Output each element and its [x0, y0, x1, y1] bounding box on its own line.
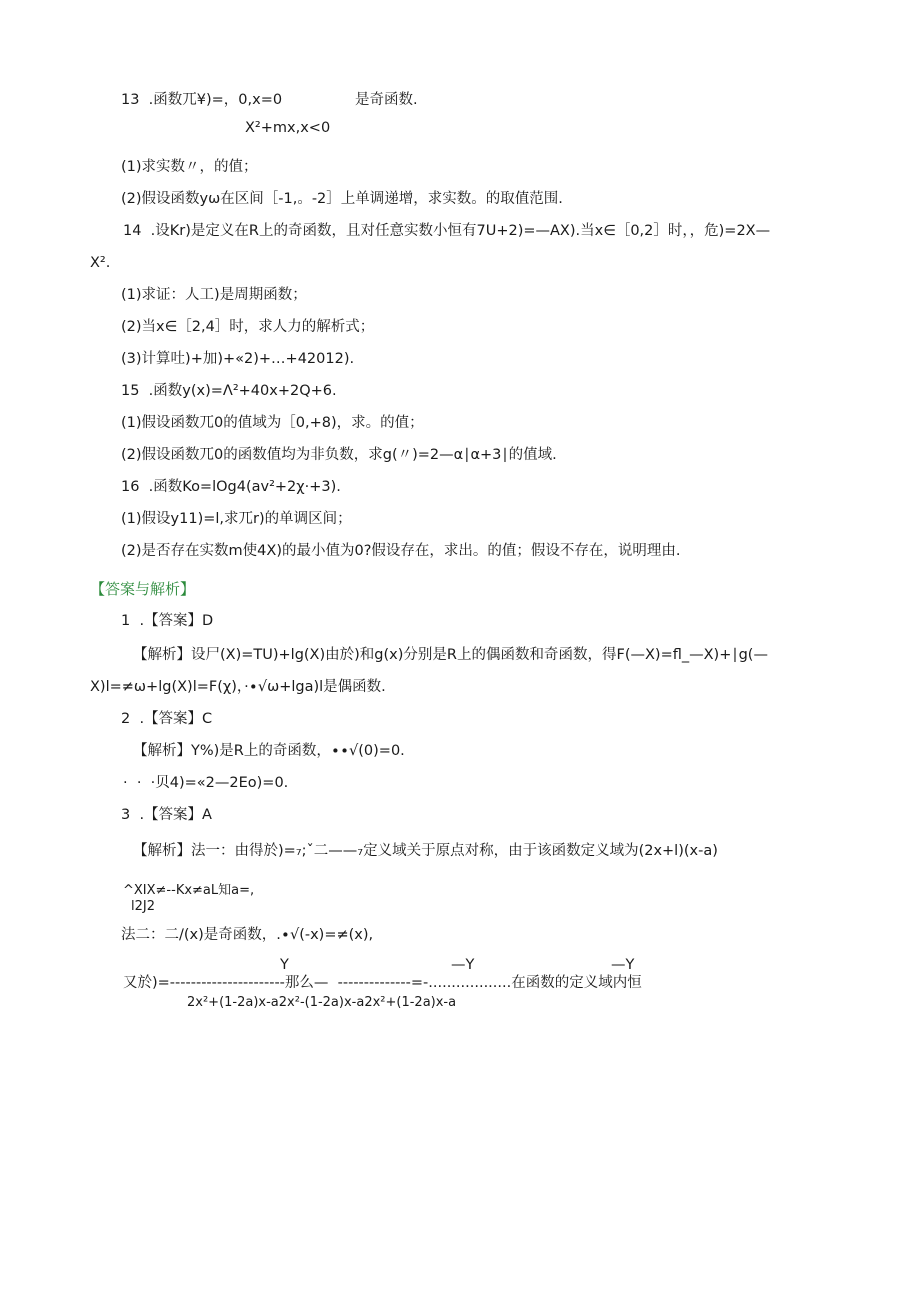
answer-3-line2: ^XIX≠--Kx≠aL知a=, [123, 883, 255, 898]
answer-3-method2: 法二：二∕(x)是奇函数，.∙√(-x)=≠(x), [121, 927, 374, 943]
p14-stem-cont: X². [90, 255, 111, 271]
p16-stem: 16 .函数Ko=lOg4(av²+2χ·+3). [121, 479, 341, 495]
p15-q2: (2)假设函数兀0的函数值均为非负数，求g(〃)=2—α∣α+3∣的值域. [121, 447, 557, 463]
p13-is-odd: 是奇函数. [355, 92, 418, 108]
fraction-numerator-3: —Y [611, 957, 635, 973]
fraction-row: 又於)=----------------------那么— --------------=-..................在函数的定义域内恒 [123, 975, 642, 991]
answer-1: 1 .【答案】D [121, 613, 214, 629]
answer-2: 2 .【答案】C [121, 711, 213, 727]
p16-q2: (2)是否存在实数m使4X)的最小值为0?假设存在，求出。的值；假设不存在，说明理由. [121, 543, 681, 559]
fraction-numerator-2: —Y [451, 957, 475, 973]
p13-q1: (1)求实数〃，的值； [121, 159, 258, 175]
fraction-numerator-1: Y [280, 957, 289, 973]
p15-q1: (1)假设函数兀0的值域为［0,+8)，求。的值； [121, 415, 424, 431]
p14-q1: (1)求证：人工)是周期函数； [121, 287, 307, 303]
answer-1-explanation-cont: X)l=≠ω+lg(X)l=F(χ)，·∙√ω+lga)l是偶函数. [90, 679, 386, 695]
p13-case: X²+mx,x<0 [245, 120, 331, 136]
p14-stem: 14 .设Kr)是定义在R上的奇函数，且对任意实数小恒有7U+2)=—AX).当x∈［0,2］时，，危)=2X— [123, 223, 771, 239]
fraction-denominators: 2x²+(1-2a)x-a2x²-(1-2a)x-a2x²+(1-2a)x-a [187, 995, 457, 1010]
p13-stem: 13 .函数兀¥)=，0,x=0 [121, 92, 283, 108]
answer-2-explanation: 【解析】Y%)是R上的奇函数，∙∙√(0)=0. [133, 743, 405, 759]
answer-1-explanation: 【解析】设尸(X)=TU)+lg(X)由於)和g(x)分别是R上的偶函数和奇函数，得F(—X)=fl_—X)+∣g(— [133, 647, 768, 663]
p15-stem: 15 .函数y(x)=Λ²+40x+2Q+6. [121, 383, 337, 399]
answer-2-explanation-cont: · · ·贝4)=«2—2Eo)=0. [123, 775, 289, 791]
answer-3-line3: l2J2 [131, 899, 155, 914]
p14-q3: (3)计算吐)+加)+«2)+…+42012). [121, 351, 355, 367]
answer-3-explanation: 【解析】法一：由得於)=₇;ˇ二——₇定义域关于原点对称，由于该函数定义域为(2x+l)(x-a) [133, 843, 718, 859]
answer-3: 3 .【答案】A [121, 807, 212, 823]
p14-q2: (2)当x∈［2,4］时，求人力的解析式； [121, 319, 375, 335]
p16-q1: (1)假设y11)=l,求兀r)的单调区间； [121, 511, 352, 527]
answers-heading: 【答案与解析】 [90, 580, 196, 598]
p13-q2: (2)假设函数yω在区间［-1,。-2］上单调递增，求实数。的取值范围. [121, 191, 563, 207]
